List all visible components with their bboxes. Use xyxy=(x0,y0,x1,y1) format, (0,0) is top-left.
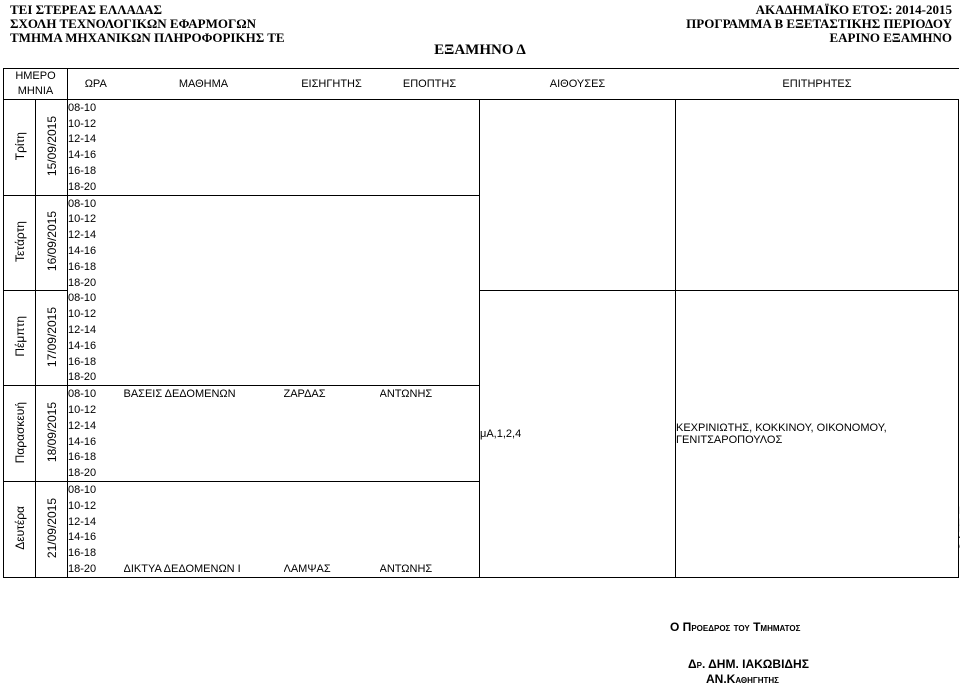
hour-cell: 18-20 xyxy=(68,465,124,481)
date-cell xyxy=(36,291,68,386)
proctors-line: ΓΕΝΙΤΣΑΡΟΠΟΥΛΟΣ xyxy=(676,433,783,446)
hour-cell: 12-14 xyxy=(68,133,97,146)
exam-period-title: ΠΡΟΓΡΑΜΜΑ Β ΕΞΕΤΑΣΤΙΚΗΣ ΠΕΡΙΟΔΟΥ xyxy=(686,16,952,31)
semester-title: ΕΞΑΜΗΝΟ Δ xyxy=(434,42,526,58)
hour-cell: 12-14 xyxy=(68,515,97,528)
signature-name: Δρ. ΔΗΜ. ΙΑΚΩΒΙΔΗΣ xyxy=(688,657,809,671)
hour-cell: 16-18 xyxy=(68,355,97,368)
header-instructor: ΕΙΣΗΓΗΤΗΣ xyxy=(284,69,380,100)
hour-cell: 08-10 xyxy=(68,197,97,210)
date-label: 18/09/2015 xyxy=(44,402,59,463)
day-label: Παρασκευή xyxy=(12,401,27,463)
hour-cell: 12-14 xyxy=(68,229,97,242)
hour-cell: 14-16 xyxy=(68,435,97,448)
date-cell xyxy=(36,482,68,578)
header-date: ΗΜΕΡΟ ΜΗΝΙΑ xyxy=(4,69,68,100)
instructor-name: ΖΑΡΔΑΣ xyxy=(283,388,326,401)
table-row xyxy=(4,100,959,116)
hour-cell: 18-20 xyxy=(68,370,124,386)
hour-cell: 18-20 xyxy=(68,276,97,289)
date-label: 21/09/2015 xyxy=(44,497,59,559)
hour-cell: 12-14 xyxy=(68,324,97,337)
hour-cell: 14-16 xyxy=(68,245,97,258)
academic-year: ΑΚΑΔΗΜΑΪΚΟ ΕΤΟΣ: 2014-2015 xyxy=(755,2,952,17)
day-cell xyxy=(4,386,36,482)
table-header-row xyxy=(4,69,959,100)
proctors-line: ΚΕΧΡΙΝΙΩΤΗΣ, ΚΟΚΚΙΝΟΥ, ΟΙΚΟΝΟΜΟΥ, xyxy=(676,421,887,434)
hour-cell: 18-20 xyxy=(68,561,124,577)
signature-rank: ΑΝ.Καθηγητης xyxy=(706,672,779,686)
proctors-cell xyxy=(676,100,959,291)
semester-season: ΕΑΡΙΝΟ ΕΞΑΜΗΝΟ xyxy=(829,30,952,45)
day-cell xyxy=(4,482,36,578)
exam-schedule-table xyxy=(3,68,959,578)
hour-cell: 10-12 xyxy=(68,117,97,130)
date-label: 16/09/2015 xyxy=(44,211,59,272)
day-cell xyxy=(4,291,36,386)
hour-cell: 08-10 xyxy=(68,484,97,497)
department-name: ΤΜΗΜΑ ΜΗΧΑΝΙΚΩΝ ΠΛΗΡΟΦΟΡΙΚΗΣ ΤΕ xyxy=(10,30,285,45)
hour-cell: 10-12 xyxy=(68,213,97,226)
header-rooms: ΑΙΘΟΥΣΕΣ xyxy=(480,69,676,100)
day-cell xyxy=(4,195,36,290)
supervisor-name: ΑΝΤΩΝΗΣ xyxy=(379,388,433,401)
hour-cell: 16-18 xyxy=(68,451,97,464)
table-row xyxy=(4,291,959,307)
date-cell xyxy=(36,100,68,196)
hour-cell: 10-12 xyxy=(68,404,97,417)
hour-cell: 14-16 xyxy=(68,531,97,544)
institution-name: ΤΕΙ ΣΤΕΡΕΑΣ ΕΛΛΑΔΑΣ xyxy=(10,2,162,17)
hour-cell: 08-10 xyxy=(68,292,97,305)
school-name: ΣΧΟΛΗ ΤΕΧΝΟΛΟΓΙΚΩΝ ΕΦΑΡΜΟΓΩΝ xyxy=(10,16,257,31)
day-cell xyxy=(4,100,36,196)
hour-cell: 10-12 xyxy=(68,308,97,321)
date-label: 17/09/2015 xyxy=(44,306,59,367)
rooms-cell xyxy=(480,100,676,291)
date-cell xyxy=(36,386,68,482)
day-label: Τετάρτη xyxy=(12,220,27,262)
header-supervisor: ΕΠΟΠΤΗΣ xyxy=(380,69,480,100)
date-label: 15/09/2015 xyxy=(44,115,59,176)
proctors-cell xyxy=(676,291,959,578)
instructor-name: ΛΑΜΨΑΣ xyxy=(284,561,380,577)
date-cell xyxy=(36,195,68,290)
course-name: ΒΑΣΕΙΣ ΔΕΔΟΜΕΝΩΝ xyxy=(123,388,236,401)
hour-cell: 14-16 xyxy=(68,149,97,162)
hour-cell: 16-18 xyxy=(68,547,97,560)
day-label: Δευτέρα xyxy=(12,506,27,550)
header-hour: ΩΡΑ xyxy=(68,69,124,100)
header-course: ΜΑΘΗΜΑ xyxy=(124,69,284,100)
rooms-cell: μΑ,1,2,4 xyxy=(480,291,676,578)
header-proctors: ΕΠΙΤΗΡΗΤΕΣ xyxy=(676,69,959,100)
supervisor-name: ΑΝΤΩΝΗΣ xyxy=(380,561,480,577)
hour-cell: 10-12 xyxy=(68,499,97,512)
hour-cell: 16-18 xyxy=(68,260,97,273)
day-label: Πέμπτη xyxy=(12,316,27,358)
hour-cell: 16-18 xyxy=(68,165,97,178)
hour-cell: 08-10 xyxy=(68,101,97,114)
hour-cell: 08-10 xyxy=(68,388,97,401)
course-name: ΔΙΚΤΥΑ ΔΕΔΟΜΕΝΩΝ Ι xyxy=(124,561,284,577)
signature-title: Ο Προεδρος του Τμηματος xyxy=(670,620,801,634)
day-label: Τρίτη xyxy=(12,131,27,161)
hour-cell: 12-14 xyxy=(68,419,97,432)
hour-cell: 14-16 xyxy=(68,339,97,352)
header-left xyxy=(10,3,285,45)
header-right xyxy=(686,3,952,45)
hour-cell: 18-20 xyxy=(68,179,124,195)
